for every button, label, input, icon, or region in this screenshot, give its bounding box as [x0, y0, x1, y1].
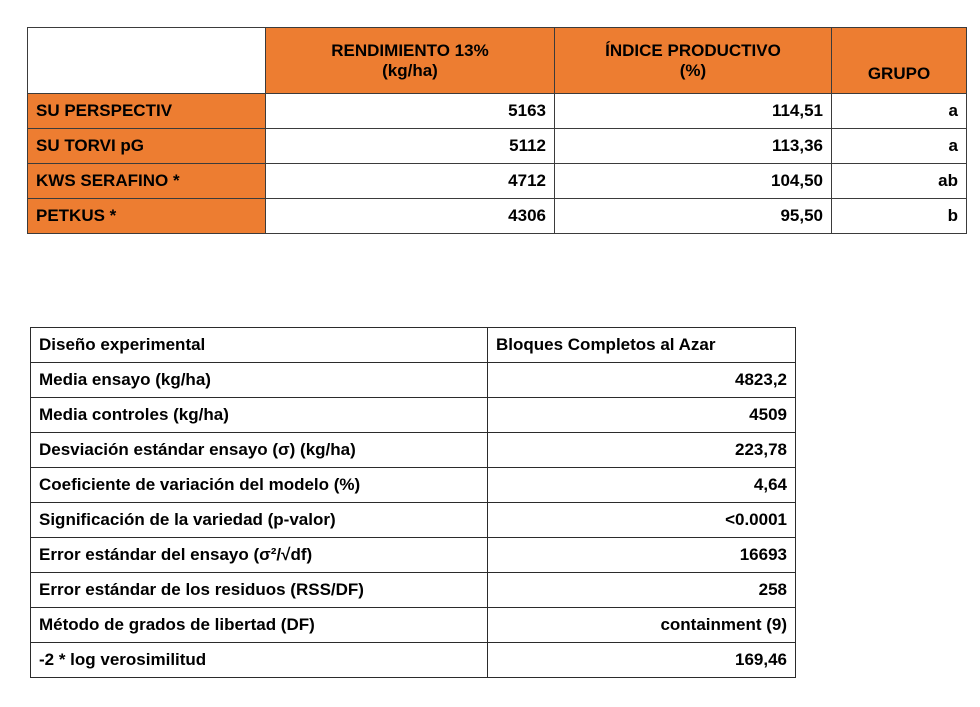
cell-design-value: 4,64 — [488, 468, 796, 503]
cell-variety: SU PERSPECTIV — [28, 94, 266, 129]
cell-variety: KWS SERAFINO * — [28, 164, 266, 199]
table-row — [31, 573, 796, 608]
cell-yield: 5163 — [266, 94, 555, 129]
header-index-line1: ÍNDICE PRODUCTIVO — [605, 40, 781, 60]
cell-design-label: Error estándar del ensayo (σ²/√df) — [31, 538, 488, 573]
cell-design-value: 258 — [488, 573, 796, 608]
results-table-header — [28, 28, 967, 94]
results-table-body — [28, 94, 967, 234]
cell-yield: 4712 — [266, 164, 555, 199]
table-row — [31, 538, 796, 573]
cell-design-value: 16693 — [488, 538, 796, 573]
table-row — [28, 164, 967, 199]
cell-design-label: Error estándar de los residuos (RSS/DF) — [31, 573, 488, 608]
cell-design-label: Desviación estándar ensayo (σ) (kg/ha) — [31, 433, 488, 468]
table-row — [31, 398, 796, 433]
design-table-body — [31, 328, 796, 678]
header-index-line2: (%) — [679, 60, 707, 80]
header-yield — [266, 28, 555, 94]
table-row — [31, 433, 796, 468]
cell-yield: 5112 — [266, 129, 555, 164]
cell-design-label: Coeficiente de variación del modelo (%) — [31, 468, 488, 503]
cell-design-label: Media ensayo (kg/ha) — [31, 363, 488, 398]
cell-variety: SU TORVI pG — [28, 129, 266, 164]
cell-group: b — [832, 199, 967, 234]
table-row — [31, 503, 796, 538]
cell-design-label: -2 * log verosimilitud — [31, 643, 488, 678]
header-yield-line1: RENDIMIENTO 13% — [331, 40, 489, 60]
cell-index: 113,36 — [555, 129, 832, 164]
header-group: GRUPO — [832, 28, 967, 94]
cell-group: a — [832, 129, 967, 164]
cell-design-value: 223,78 — [488, 433, 796, 468]
cell-design-label: Media controles (kg/ha) — [31, 398, 488, 433]
table-row — [28, 199, 967, 234]
cell-design-value: <0.0001 — [488, 503, 796, 538]
cell-group: a — [832, 94, 967, 129]
table-row — [31, 608, 796, 643]
table-row — [31, 328, 796, 363]
cell-design-value: 4823,2 — [488, 363, 796, 398]
cell-index: 114,51 — [555, 94, 832, 129]
header-index — [555, 28, 832, 94]
cell-design-label: Significación de la variedad (p-valor) — [31, 503, 488, 538]
table-row — [28, 94, 967, 129]
cell-yield: 4306 — [266, 199, 555, 234]
header-row — [28, 28, 967, 94]
table-row — [28, 129, 967, 164]
cell-variety: PETKUS * — [28, 199, 266, 234]
cell-index: 95,50 — [555, 199, 832, 234]
cell-design-value: 4509 — [488, 398, 796, 433]
cell-design-label: Método de grados de libertad (DF) — [31, 608, 488, 643]
table-row — [31, 363, 796, 398]
table-row — [31, 468, 796, 503]
results-table — [27, 27, 967, 234]
cell-group: ab — [832, 164, 967, 199]
cell-design-value: Bloques Completos al Azar — [488, 328, 796, 363]
cell-design-value: 169,46 — [488, 643, 796, 678]
header-variety — [28, 28, 266, 94]
experimental-design-table — [30, 327, 796, 678]
cell-index: 104,50 — [555, 164, 832, 199]
header-yield-line2: (kg/ha) — [382, 60, 438, 80]
cell-design-value: containment (9) — [488, 608, 796, 643]
table-row — [31, 643, 796, 678]
cell-design-label: Diseño experimental — [31, 328, 488, 363]
